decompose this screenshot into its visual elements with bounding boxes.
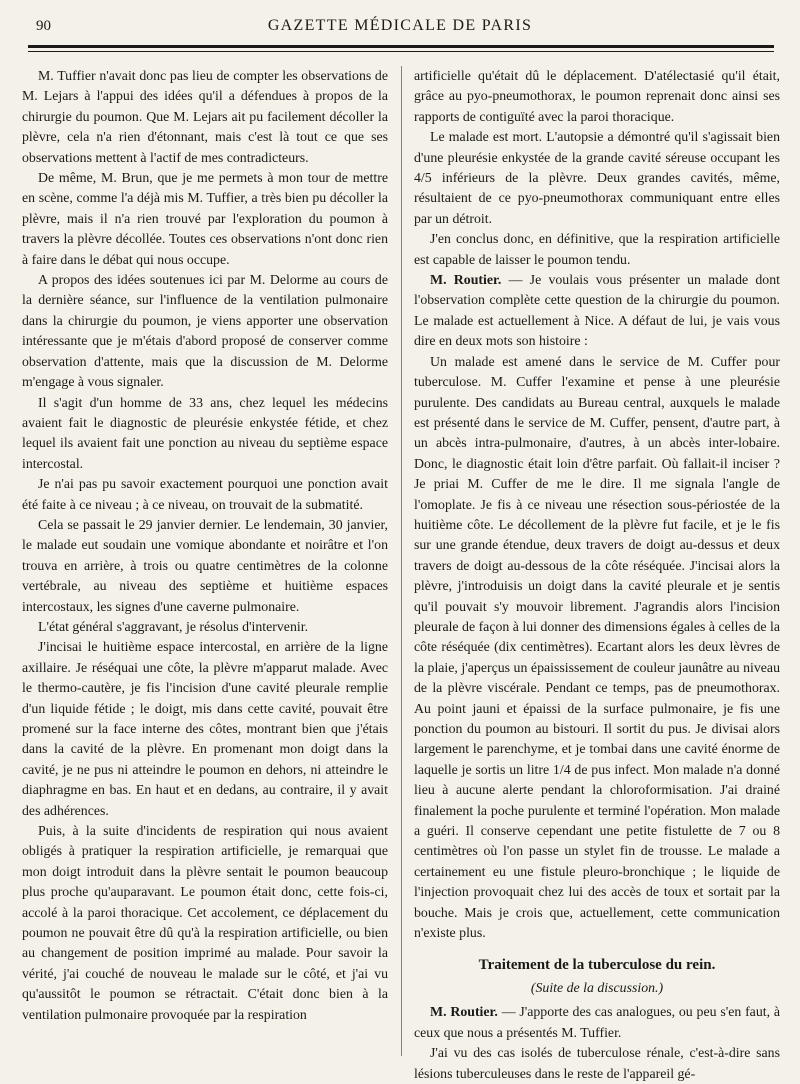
column-divider bbox=[401, 66, 402, 1056]
journal-title: GAZETTE MÉDICALE DE PARIS bbox=[267, 17, 533, 34]
page-header bbox=[0, 0, 800, 40]
right-column bbox=[414, 66, 780, 1084]
paragraph-continuation: artificielle qu'était dû le déplacement. D'atélectasié qu'il était, grâce au pyo-pneumothorax, le poumon reprenait donc ainsi ses rapports de contiguïté avec la paroi thoracique. bbox=[414, 68, 780, 124]
paragraph: M. Tuffier n'avait donc pas lieu de compter les observations de M. Lejars à l'appui des idées qu'il a défendues à propos de la chirurgie du poumon. Que M. Lejars ait pu facilement décoller la plèvre, cela n'a rien d'étonnant, mais c'est là tout ce que ses observations mettent à l'actif de mes contradicteurs. bbox=[22, 68, 388, 165]
paragraph: Un malade est amené dans le service de M. Cuffer pour tuberculose. M. Cuffer l'examine et pense à une pleurésie purulente. Des candidats au Bureau central, auxquels le malade est présenté dans le service de M. Cuffer, pensent, d'autre part, à un abcès intra-pulmonaire, d'autres, à un abcès inter-lobaire. Donc, le diagnostic était loin d'être parfait. Où fallait-il inciser ? Je priai M. Cuffer de me le dire. Il me signala l'angle de l'omoplate. Je fis à ce niveau une résection sous-périostée de la huitième côte. Le décollement de la plèvre fut facile, et je le fis sur une grande étendue, deux travers de doigt au-dessus et deux travers de doigt au-dessous de la côte réséquée. J'incisai alors la plèvre, j'introduisis un doigt dans la cavité pleurale et je sentis qu'il pouvait s'y mouvoir librement. J'agrandis alors l'incision pleurale de façon à lui donner des dimensions égales à celles de la côte réséquée (dix centimètres). Ecartant alors les deux lèvres de la plaie, j'aperçus un épaississement de couleur jaunâtre au niveau de la plèvre viscérale. Pendant ce temps, pas de pneumothorax. Au point jauni et épaissi de la surface pulmonaire, je fis une ponction du poumon au bistouri. Il sortit du pus. Je divisai alors largement le parenchyme, et je tombai dans une cavité énorme de laquelle je sortis un litre 1/4 de pus infect. Mon malade n'a donné lieu à aucune alerte pendant la chloroformisation. J'ai drainé finalement la poche purulente et terminé l'opération. Mon malade a guéri. Il conserve cependant une petite fistulette de 7 ou 8 centimètres où l'on passe un stylet fin de trousse. Le malade a certainement eu une fistule pleuro-bronchique ; le liquide de l'injection provoquait chez lui des accès de toux et sortait par la bouche. Mais je crois que, actuellement, cette communication n'existe plus. bbox=[414, 353, 780, 941]
speaker-paragraph bbox=[414, 270, 780, 352]
paragraph: De même, M. Brun, que je me permets à mon tour de mettre en scène, comme l'a déjà mis M. Tuffier, a très bien pu décoller la plèvre, mais il n'a rien trouvé par l'exploration du poumon à travers la plèvre décollée. Toutes ces observations n'ont donc rien à faire dans le débat qui nous occupe. bbox=[22, 170, 388, 267]
paragraph: J'en conclus donc, en définitive, que la respiration artificielle est capable de laisser le poumon tendu. bbox=[414, 231, 780, 267]
paragraph: J'ai vu des cas isolés de tuberculose rénale, c'est-à-dire sans lésions tuberculeuses dans le reste de l'appareil gé- bbox=[414, 1045, 780, 1081]
section-title: Traitement de la tuberculose du rein. bbox=[478, 957, 716, 974]
paragraph: Il s'agit d'un homme de 33 ans, chez lequel les médecins avaient fait le diagnostic de pleurésie enkystée fétide, et chez lequel ils avaient fait une ponction au niveau du septième espace intercostal. bbox=[22, 394, 388, 471]
paragraph: Je n'ai pas pu savoir exactement pourquoi une ponction avait été faite à ce niveau ; à ce niveau, on trouvait de la submatité. bbox=[22, 476, 388, 512]
left-column bbox=[22, 66, 388, 1025]
speaker-name: M. Routier. bbox=[430, 272, 502, 288]
paragraph: Le malade est mort. L'autopsie a démontré qu'il s'agissait bien d'une pleurésie enkystée de la grande cavité séreuse occupant les 4/5 inférieurs de la plèvre. Deux grandes cavités, même, résultaient de ce pyo-pneumothorax communiquant entre elles par un détroit. bbox=[414, 129, 780, 226]
page-number: 90 bbox=[36, 18, 51, 34]
paragraph: A propos des idées soutenues ici par M. Delorme au cours de la dernière séance, sur l'influence de la ventilation pulmonaire dans la chirurgie du poumon, je viens apporter une observation intéressante que je m'étais d'abord proposé de conserver comme observation d'attente, mais que la discussion de M. Delorme m'engage à vous signaler. bbox=[22, 272, 388, 390]
paragraph: Puis, à la suite d'incidents de respiration qui nous avaient obligés à pratiquer la respiration artificielle, je remarquai que mon doigt introduit dans la plèvre sentait le poumon beaucoup plus proche qu'auparavant. Le poumon était donc, cette fois-ci, accolé à la paroi thoracique. Cet accolement, ce déplacement du poumon ne pouvait être dû qu'à la respiration artificielle, ou bien au changement de position imprimé au malade. Pour savoir la vérité, j'ai couché de nouveau le malade sur le côté, et j'ai vu qu'aussitôt le poumon se rétractait. C'était donc bien à la ventilation pulmonaire provoquée par la respiration bbox=[22, 823, 388, 1022]
header-rule-thin bbox=[28, 51, 774, 52]
speaker-text: — J'apporte des cas analogues, ou peu s'en faut, à ceux que nous a présentés M. Tuffier. bbox=[414, 1004, 780, 1040]
paragraph: Cela se passait le 29 janvier dernier. Le lendemain, 30 janvier, le malade eut soudain une vomique abondante et noirâtre et l'on trouva en arrière, à trois ou quatre centimètres de la colonne vertébrale, au niveau des septième et huitième espaces intercostaux, les signes d'une caverne pulmonaire. bbox=[22, 516, 388, 614]
speaker-text: — Je voulais vous présenter un malade dont l'observation complète cette question de la chirurgie du poumon. Le malade est actuellement à Nice. A défaut de lui, je vais vous dire en deux mots son histoire : bbox=[414, 272, 780, 349]
paragraph: J'incisai le huitième espace intercostal, en arrière de la ligne axillaire. Je réséquai une côte, la plèvre m'apparut malade. Avec le thermo-cautère, je fis l'incision d'une cavité pleurale remplie d'un liquide fétide ; le doigt, mis dans cette cavité, pouvait être promené sur la face interne des côtes, montrant bien que j'étais dans la cavité de la plèvre. En promenant mon doigt dans la cavité, je ne pus ni atteindre le poumon en dehors, ni atteindre le diaphragme en bas. En haut et en dedans, au contraire, il y avait des adhérences. bbox=[22, 639, 388, 818]
speaker-paragraph bbox=[414, 1002, 780, 1043]
header-rule-thick bbox=[28, 45, 774, 48]
speaker-name: M. Routier. bbox=[430, 1004, 498, 1020]
section-subtitle: (Suite de la discussion.) bbox=[530, 979, 664, 995]
paragraph: L'état général s'aggravant, je résolus d'intervenir. bbox=[38, 618, 309, 634]
